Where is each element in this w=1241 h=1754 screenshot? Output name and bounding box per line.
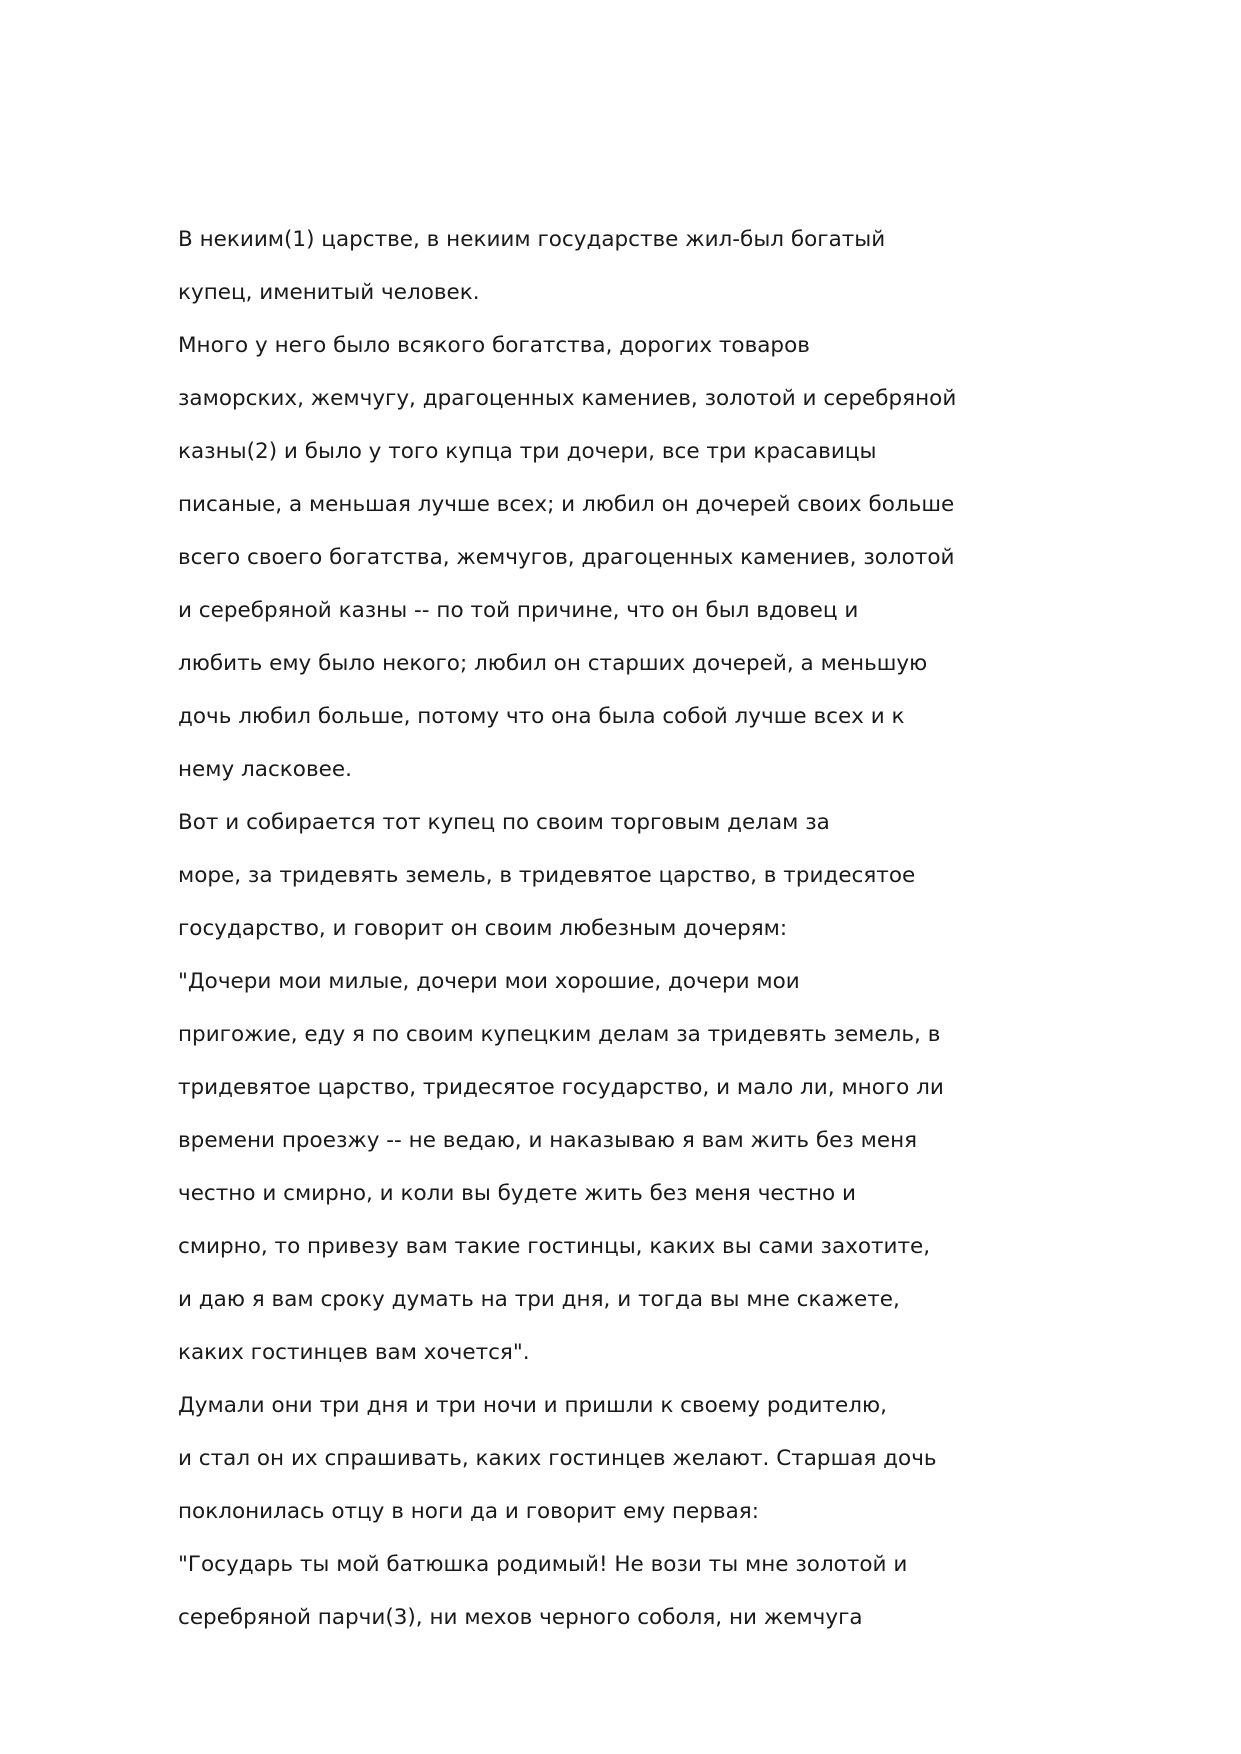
text-line: заморских, жемчугу, драгоценных камениев, золотой и серебряной [178,386,957,411]
text-line: времени проезжу -- не ведаю, и наказываю я вам жить без меня [178,1128,918,1153]
text-line: писаные, а меньшая лучше всех; и любил он дочерей своих больше [178,492,955,517]
text-line: казны(2) и было у того купца три дочери, все три красавицы [178,439,877,464]
text-line: серебряной парчи(3), ни мехов черного соболя, ни жемчуга [178,1605,863,1630]
text-line: каких гостинцев вам хочется". [178,1340,530,1365]
text-line: купец, именитый человек. [178,280,480,305]
text-line: Думали они три дня и три ночи и пришли к своему родителю, [178,1393,887,1418]
text-line: поклонилась отцу в ноги да и говорит ему первая: [178,1499,759,1524]
text-line: любить ему было некого; любил он старших дочерей, а меньшую [178,651,928,676]
text-line: смирно, то привезу вам такие гостинцы, каких вы сами захотите, [178,1234,931,1259]
text-line: пригожие, еду я по своим купецким делам за тридевять земель, в [178,1022,941,1047]
text-line: и даю я вам сроку думать на три дня, и тогда вы мне скажете, [178,1287,900,1312]
text-line: тридевятое царство, тридесятое государство, и мало ли, много ли [178,1075,944,1100]
document-body [178,222,1078,1653]
text-line: море, за тридевять земель, в тридевятое царство, в тридесятое [178,863,916,888]
text-line: Вот и собирается тот купец по своим торговым делам за [178,810,830,835]
text-line: и серебряной казны -- по той причине, что он был вдовец и [178,598,859,623]
text-line: честно и смирно, и коли вы будете жить без меня честно и [178,1181,856,1206]
text-line: Много у него было всякого богатства, дорогих товаров [178,333,810,358]
text-line: всего своего богатства, жемчугов, драгоценных камениев, золотой [178,545,955,570]
text-line: дочь любил больше, потому что она была собой лучше всех и к [178,704,905,729]
text-line: государство, и говорит он своим любезным дочерям: [178,916,788,941]
text-line: нему ласковее. [178,757,352,782]
text-line: "Государь ты мой батюшка родимый! Не вози ты мне золотой и [178,1552,908,1577]
text-line: и стал он их спрашивать, каких гостинцев желают. Старшая дочь [178,1446,937,1471]
text-line: В некиим(1) царстве, в некиим государстве жил-был богатый [178,227,886,252]
text-line: "Дочери мои милые, дочери мои хорошие, дочери мои [178,969,800,994]
